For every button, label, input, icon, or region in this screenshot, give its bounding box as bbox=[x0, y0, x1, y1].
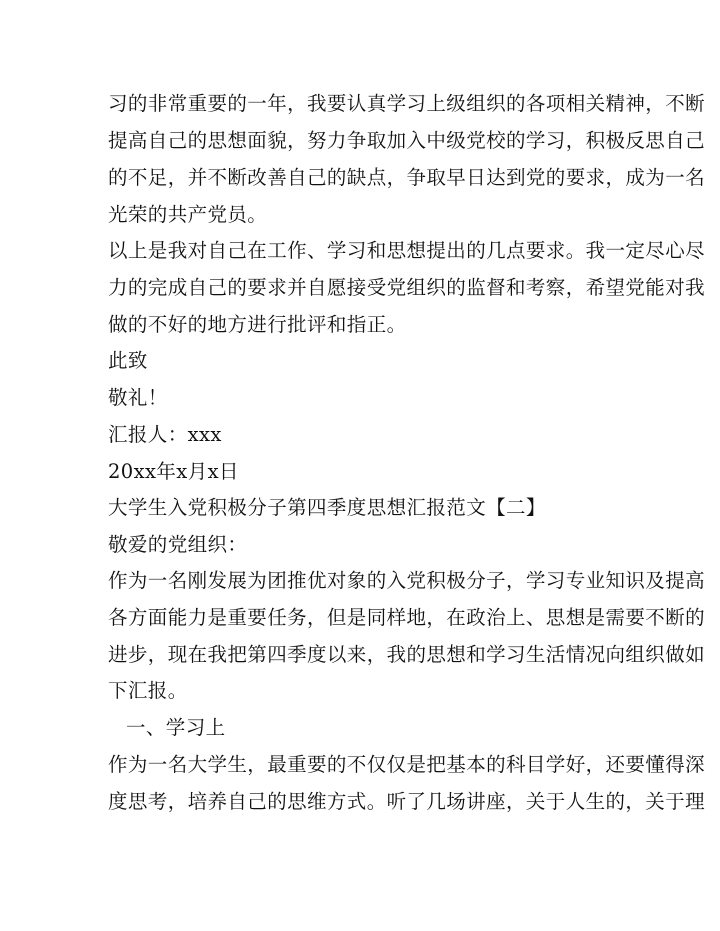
section2-greeting: 敬爱的党组织： bbox=[108, 533, 248, 556]
closing-date: 20xx年x月x日 bbox=[108, 460, 239, 483]
paragraph2-line-2: 力的完成自己的要求并自愿接受党组织的监督和考察，希望党能对我 bbox=[108, 276, 706, 299]
paragraph1-line-2: 提高自己的思想面貌，努力争取加入中级党校的学习，积极反思自己 bbox=[108, 129, 706, 152]
paragraph2-line-1: 以上是我对自己在工作、学习和思想提出的几点要求。我一定尽心尽 bbox=[108, 239, 706, 262]
paragraph1-line-4: 光荣的共产党员。 bbox=[108, 203, 268, 226]
closing-regards: 敬礼！ bbox=[108, 386, 168, 409]
section2-title: 大学生入党积极分子第四季度思想汇报范文【二】 bbox=[108, 496, 546, 519]
closing-reporter: 汇报人：xxx bbox=[108, 423, 222, 446]
paragraph1-line-3: 的不足，并不断改善自己的缺点，争取早日达到党的要求，成为一名 bbox=[108, 166, 706, 189]
section2-intro-line-3: 进步，现在我把第四季度以来，我的思想和学习生活情况向组织做如 bbox=[108, 643, 706, 666]
paragraph2-line-3: 做的不好的地方进行批评和指正。 bbox=[108, 313, 407, 336]
section2-intro-line-4: 下汇报。 bbox=[108, 679, 188, 702]
paragraph1-line-1: 习的非常重要的一年，我要认真学习上级组织的各项相关精神，不断 bbox=[108, 92, 706, 115]
section2-heading-study: 一、学习上 bbox=[126, 716, 226, 739]
section2-study-line-2: 度思考，培养自己的思维方式。听了几场讲座，关于人生的，关于理 bbox=[108, 790, 706, 813]
section2-study-line-1: 作为一名大学生，最重要的不仅仅是把基本的科目学好，还要懂得深 bbox=[108, 753, 706, 776]
closing-salutation: 此致 bbox=[108, 349, 148, 372]
section2-intro-line-2: 各方面能力是重要任务，但是同样地，在政治上、思想是需要不断的 bbox=[108, 606, 706, 629]
section2-intro-line-1: 作为一名刚发展为团推优对象的入党积极分子，学习专业知识及提高 bbox=[108, 569, 706, 592]
